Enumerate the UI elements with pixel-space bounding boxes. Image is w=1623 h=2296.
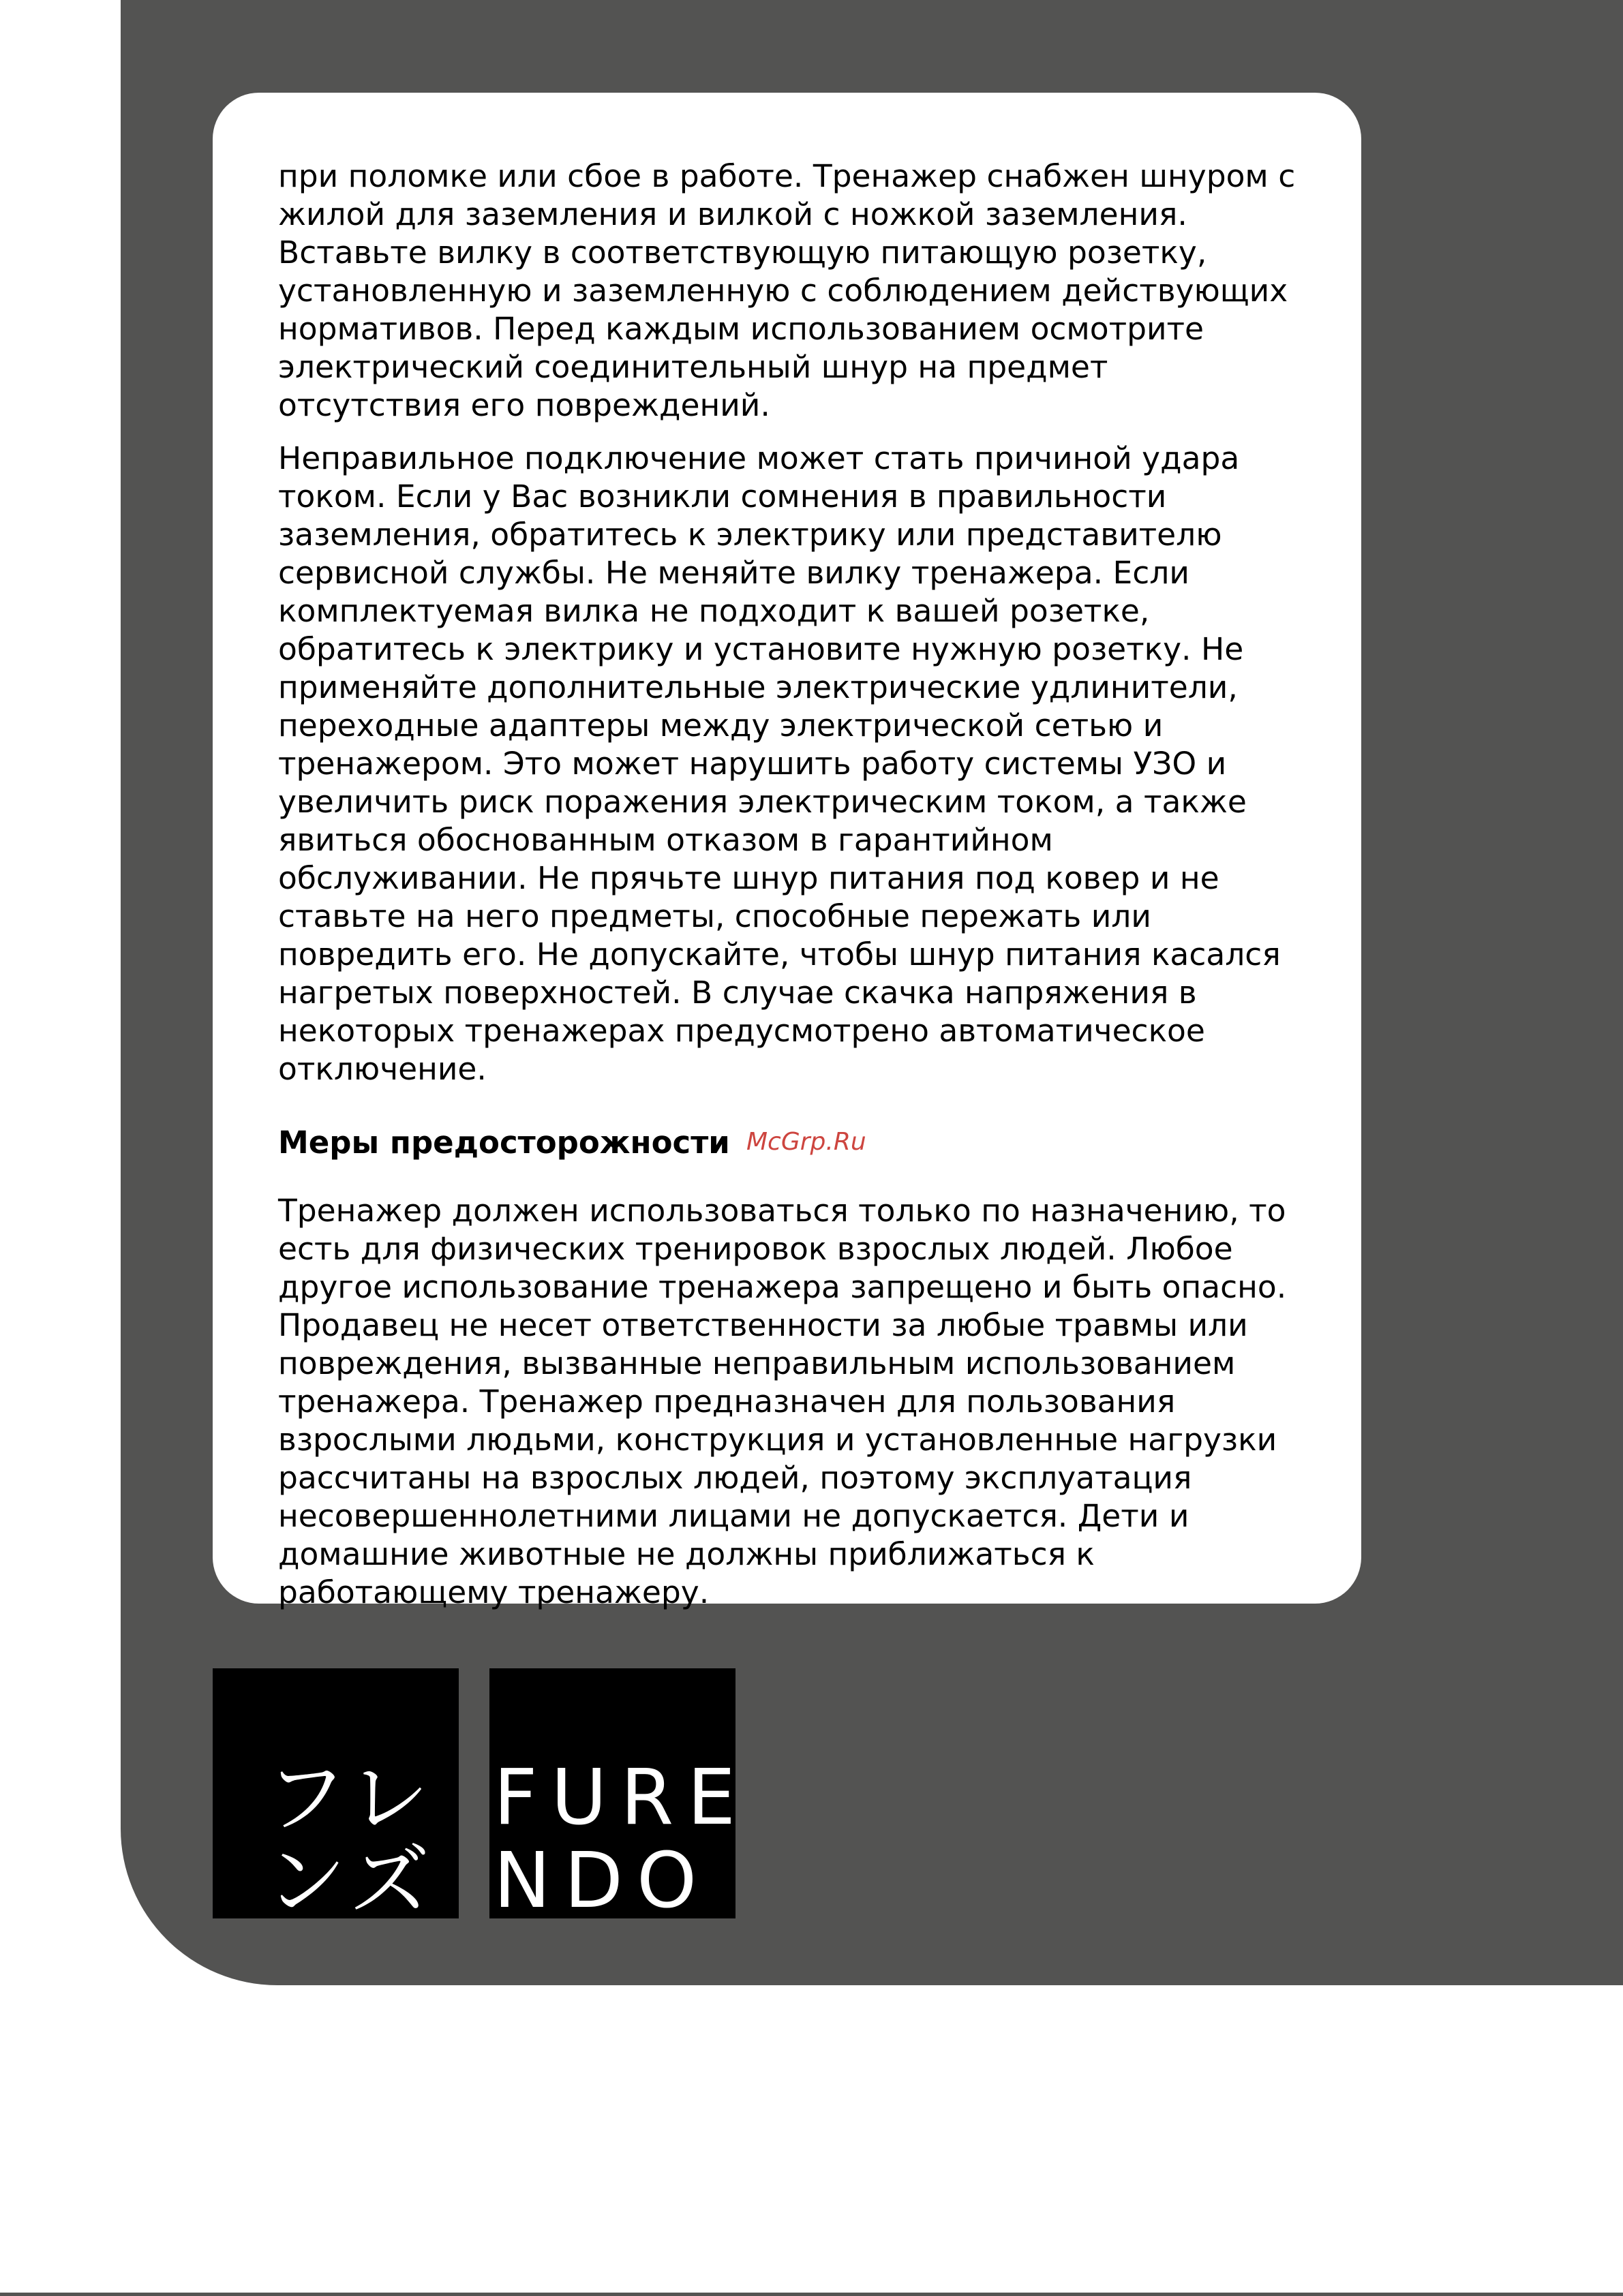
logo-latin-line-2: NDO: [494, 1837, 711, 1925]
bottom-edge-rule: [0, 2293, 1623, 2296]
watermark-text: McGrp.Ru: [746, 1128, 866, 1156]
logo-kana-line-2: ンズ: [266, 1834, 436, 1928]
content-card: [213, 93, 1361, 1610]
paragraph-precautions: Тренажер должен использоваться только по назначению, то есть для физических тренировок взрослых людей. Любое другое использование тренажера запрещено и быть опасно. Продавец не несет ответственности за любые травмы или повреждения, вызванные неправильным использованием тренажера. Тренажер предназначен для пользования взрослыми людьми, конструкция и установленные нагрузки рассчитаны на взрослых людей, поэтому эксплуатация несовершеннолетними лицами не допускается. Дети и домашние животные не должны приближаться к работающему тренажеру.: [278, 1193, 1287, 1610]
paragraph-connection: Неправильное подключение может стать причиной удара током. Если у Вас возникли сомнения в правильности заземления, обратитесь к электрику или представителю сервисной службы. Не меняйте вилку тренажера. Если комплектуемая вилка не подходит к вашей розетке, обратитесь к электрику и установите нужную розетку. Не применяйте дополнительные электрические удлинители, переходные адаптеры между электрической сетью и тренажером. Это может нарушить работу системы УЗО и увеличить риск поражения электрическим током, а также явиться обоснованным отказом в гарантийном обслуживании. Не прячьте шнур питания под ковер и не ставьте на него предметы, способные пережать или повредить его. Не допускайте, чтобы шнур питания касался нагретых поверхностей. В случае скачка напряжения в некоторых тренажерах предусмотрено автоматическое отключение.: [278, 440, 1281, 1087]
logo-kana-block: [213, 1668, 459, 1928]
logo-latin-block: [489, 1668, 749, 1925]
paragraph-grounding: при поломке или сбое в работе. Тренажер снабжен шнуром с жилой для заземления и вилкой с ножкой заземления. Вставьте вилку в соответствующую питающую розетку, установленную и заземленную с соблюдением действующих нормативов. Перед каждым использованием осмотрите электрический соединительный шнур на предмет отсутствия его повреждений.: [278, 158, 1296, 423]
logo-kana-line-1: フレ: [266, 1751, 435, 1845]
logo-latin-line-1: FURE: [494, 1754, 749, 1842]
section-heading: Меры предосторожности: [278, 1124, 730, 1161]
